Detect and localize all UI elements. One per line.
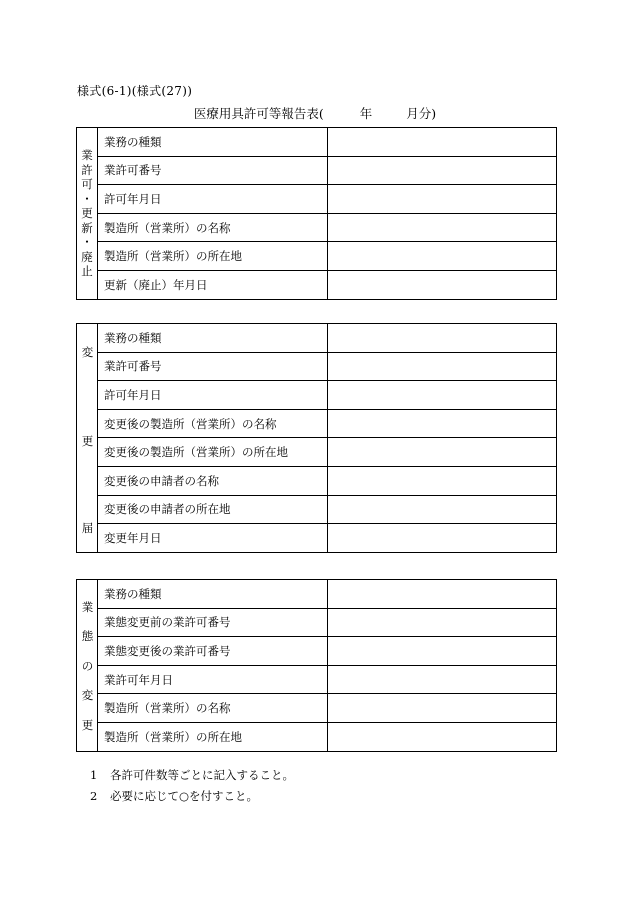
- row-label: 製造所（営業所）の名称: [98, 213, 328, 242]
- title-main: 医療用具許可等報告表(: [193, 106, 324, 121]
- row-value-cell[interactable]: [328, 694, 557, 723]
- row-label: 業務の種類: [98, 128, 328, 157]
- page-title: [0, 104, 630, 122]
- row-label: 業態変更前の業許可番号: [98, 608, 328, 637]
- row-label: 許可年月日: [98, 185, 328, 214]
- row-label: 許可年月日: [98, 381, 328, 410]
- row-label: 業務の種類: [98, 580, 328, 609]
- row-value-cell[interactable]: [328, 381, 557, 410]
- row-value-cell[interactable]: [328, 324, 557, 353]
- form-id: 様式(6-1)(様式(27)): [77, 84, 193, 98]
- note-item: 1 各許可件数等ごとに記入すること。: [90, 768, 294, 782]
- row-label: 変更後の製造所（営業所）の名称: [98, 409, 328, 438]
- row-label: 業許可番号: [98, 352, 328, 381]
- change-notification-table: [76, 323, 557, 553]
- row-value-cell[interactable]: [328, 637, 557, 666]
- title-month: 月分): [406, 106, 437, 121]
- section-side-label: 業 許 可 ・ 更 新 ・ 廃 止: [77, 128, 98, 300]
- row-value-cell[interactable]: [328, 270, 557, 299]
- row-value-cell[interactable]: [328, 213, 557, 242]
- row-label: 変更後の製造所（営業所）の所在地: [98, 438, 328, 467]
- row-label: 製造所（営業所）の名称: [98, 694, 328, 723]
- row-label: 業許可年月日: [98, 665, 328, 694]
- row-value-cell[interactable]: [328, 242, 557, 271]
- section-side-label: 変 更 届: [77, 324, 98, 553]
- row-label: 製造所（営業所）の所在地: [98, 242, 328, 271]
- row-label: 業許可番号: [98, 156, 328, 185]
- row-value-cell[interactable]: [328, 524, 557, 553]
- section-side-label: 業 態 の 変 更: [77, 580, 98, 752]
- row-label: 製造所（営業所）の所在地: [98, 722, 328, 751]
- row-value-cell[interactable]: [328, 466, 557, 495]
- title-year: 年: [359, 106, 373, 121]
- row-value-cell[interactable]: [328, 608, 557, 637]
- row-value-cell[interactable]: [328, 156, 557, 185]
- row-label: 更新（廃止）年月日: [98, 270, 328, 299]
- note-item: 2 必要に応じて○を付すこと。: [90, 789, 259, 803]
- row-value-cell[interactable]: [328, 409, 557, 438]
- row-label: 変更年月日: [98, 524, 328, 553]
- license-renewal-table: [76, 127, 557, 300]
- row-label: 変更後の申請者の所在地: [98, 495, 328, 524]
- row-value-cell[interactable]: [328, 722, 557, 751]
- row-value-cell[interactable]: [328, 580, 557, 609]
- row-label: 業務の種類: [98, 324, 328, 353]
- row-value-cell[interactable]: [328, 185, 557, 214]
- notes: [90, 765, 294, 807]
- row-value-cell[interactable]: [328, 128, 557, 157]
- row-value-cell[interactable]: [328, 495, 557, 524]
- row-value-cell[interactable]: [328, 352, 557, 381]
- row-value-cell[interactable]: [328, 665, 557, 694]
- row-label: 業態変更後の業許可番号: [98, 637, 328, 666]
- row-value-cell[interactable]: [328, 438, 557, 467]
- business-change-table: [76, 579, 557, 752]
- row-label: 変更後の申請者の名称: [98, 466, 328, 495]
